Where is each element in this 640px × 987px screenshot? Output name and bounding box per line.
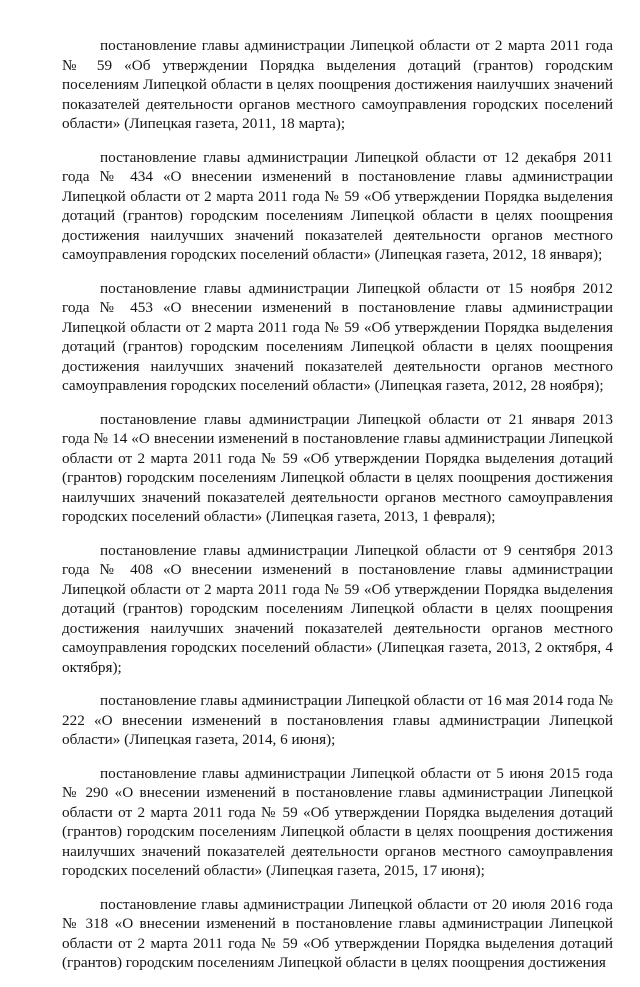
paragraph-2: постановление главы администрации Липецкой области от 12 декабря 2011 года № 434 «О внесении изменений в постановление главы администрации Липецкой области от 2 марта 2011 года № 59 «Об утверждении Порядка выделения дотаций (грантов) городским поселениям Липецкой области в целях поощрения достижения наилучших значений показателей деятельности органов местного самоуправления городских поселений области» (Липецкая газета, 2012, 18 января); <box>62 148 613 263</box>
document-page <box>62 36 613 987</box>
paragraph-7: постановление главы администрации Липецкой области от 5 июня 2015 года № 290 «О внесении изменений в постановление главы администрации Липецкой области от 2 марта 2011 года № 59 «Об утверждении Порядка выделения дотаций (грантов) городским поселениям Липецкой области в целях поощрения достижения наилучших значений показателей деятельности органов местного самоуправления городских поселений области» (Липецкая газета, 2015, 17 июня); <box>62 764 613 879</box>
paragraph-6: постановление главы администрации Липецкой области от 16 мая 2014 года № 222 «О внесении изменений в постановления главы администрации Липецкой области» (Липецкая газета, 2014, 6 июня); <box>62 692 613 748</box>
paragraph-1: постановление главы администрации Липецкой области от 2 марта 2011 года № 59 «Об утверждении Порядка выделения дотаций (грантов) городским поселениям Липецкой области в целях поощрения достижения наилучших значений показателей деятельности органов местного самоуправления городских поселений области» (Липецкая газета, 2011, 18 марта); <box>62 37 613 132</box>
paragraph-4: постановление главы администрации Липецкой области от 21 января 2013 года № 14 «О внесении изменений в постановление главы администрации Липецкой области от 2 марта 2011 года № 59 «Об утверждении Порядка выделения дотаций (грантов) городским поселениям Липецкой области в целях поощрения достижения наилучших значений показателей деятельности органов местного самоуправления городских поселений области» (Липецкая газета, 2013, 1 февраля); <box>62 410 613 525</box>
paragraph-8: постановление главы администрации Липецкой области от 20 июля 2016 года № 318 «О внесении изменений в постановление главы администрации Липецкой области от 2 марта 2011 года № 59 «Об утверждении Порядка выделения дотаций (грантов) городским поселениям Липецкой области в целях поощрения достижения <box>62 895 613 971</box>
paragraph-3: постановление главы администрации Липецкой области от 15 ноября 2012 года № 453 «О внесении изменений в постановление главы администрации Липецкой области от 2 марта 2011 года № 59 «Об утверждении Порядка выделения дотаций (грантов) городским поселениям Липецкой области в целях поощрения достижения наилучших значений показателей деятельности органов местного самоуправления городских поселений области» (Липецкая газета, 2012, 28 ноября); <box>62 279 613 394</box>
paragraph-5: постановление главы администрации Липецкой области от 9 сентября 2013 года № 408 «О внесении изменений в постановление главы администрации Липецкой области от 2 марта 2011 года № 59 «Об утверждении Порядка выделения дотаций (грантов) городским поселениям Липецкой области в целях поощрения достижения наилучших значений показателей деятельности органов местного самоуправления городских поселений области» (Липецкая газета, 2013, 2 октября, 4 октября); <box>62 541 613 676</box>
